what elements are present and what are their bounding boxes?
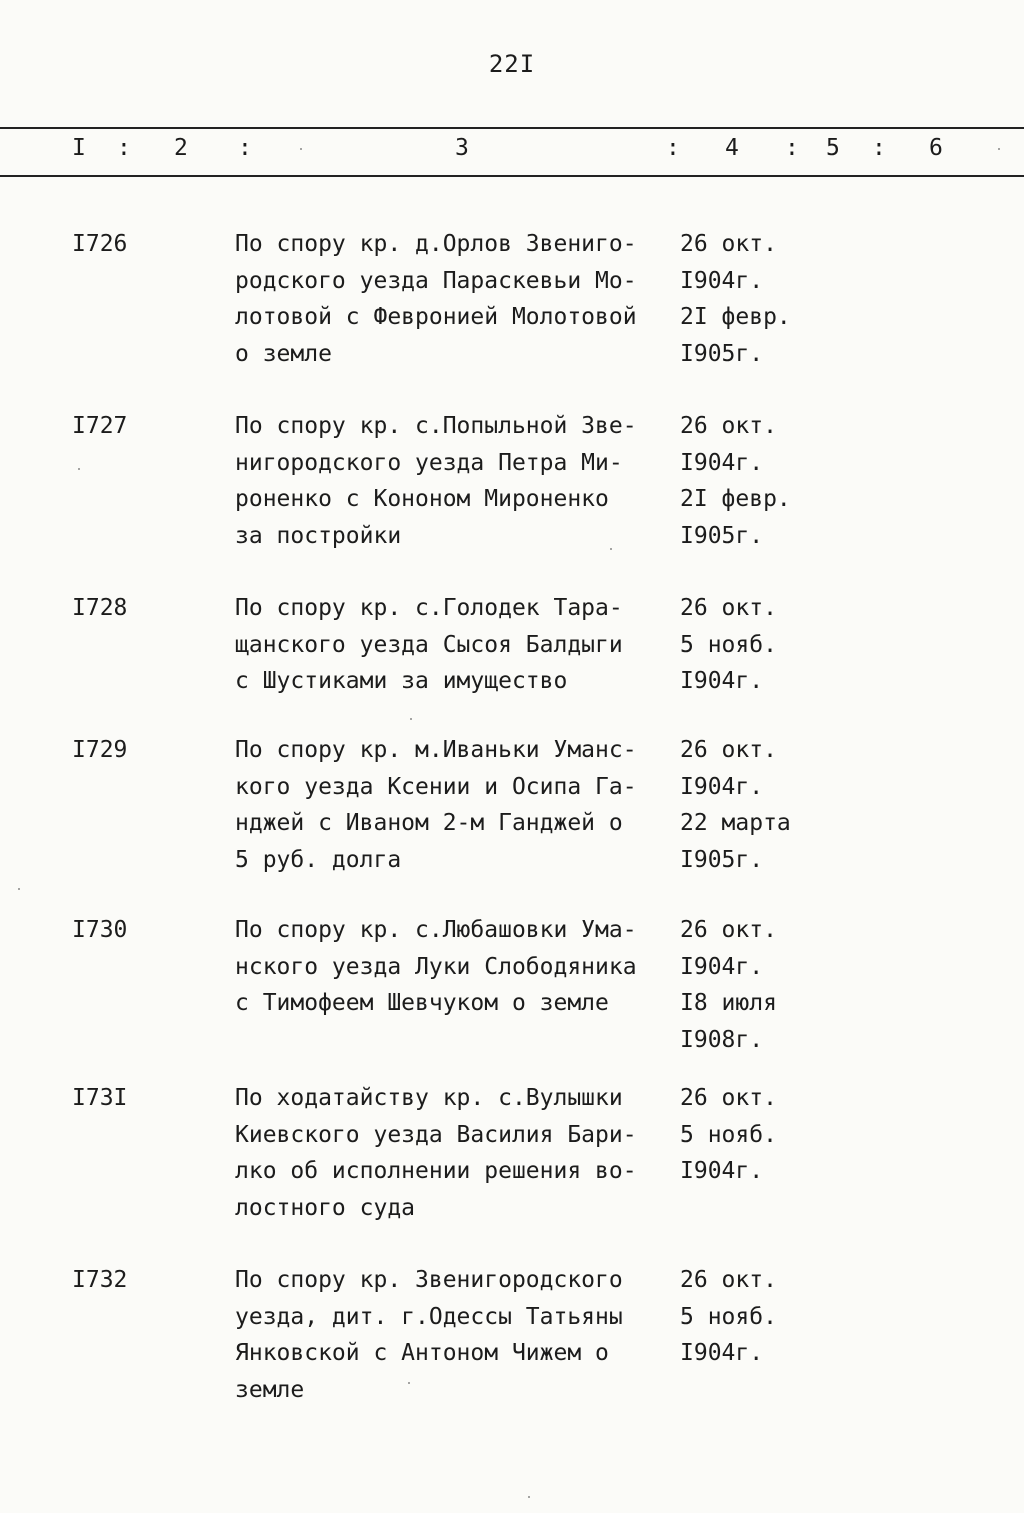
entry-dates bbox=[680, 1080, 820, 1190]
description-line: По спору кр. с.Любашовки Ума- bbox=[235, 917, 637, 943]
date-line: I905г. bbox=[680, 340, 764, 367]
entry-dates bbox=[680, 1262, 820, 1372]
column-separator: : bbox=[117, 135, 131, 161]
description-line: По спору кр. с.Попыльной Зве- bbox=[235, 413, 637, 439]
scan-speck bbox=[78, 468, 80, 470]
column-header-3: 3 bbox=[455, 135, 469, 161]
entry-dates bbox=[680, 912, 820, 1058]
date-line: 26 окт. bbox=[680, 231, 777, 257]
description-line: с Шустиками за имущество bbox=[235, 668, 568, 694]
entry-description bbox=[235, 1080, 675, 1226]
date-line: I905г. bbox=[680, 846, 764, 873]
entry-number: I730 bbox=[72, 917, 128, 943]
entry-number: I726 bbox=[72, 231, 128, 257]
date-line: I904г. bbox=[680, 668, 764, 694]
description-line: 5 руб. долга bbox=[235, 846, 402, 873]
header-rule-top bbox=[0, 127, 1024, 129]
scan-speck bbox=[18, 888, 20, 890]
date-line: I904г. bbox=[680, 1340, 764, 1366]
description-line: лостного суда bbox=[235, 1194, 416, 1221]
entry-dates bbox=[680, 408, 820, 554]
entry-description bbox=[235, 408, 675, 554]
column-separator: : bbox=[785, 135, 799, 161]
date-line: 26 окт. bbox=[680, 595, 777, 621]
description-line: с Тимофеем Шевчуком о земле bbox=[235, 990, 609, 1016]
description-line: нджей с Иваном 2-м Ганджей о bbox=[235, 810, 623, 836]
date-line: I905г. bbox=[680, 522, 764, 549]
description-line: По спору кр. д.Орлов Звениго- bbox=[235, 231, 637, 257]
scan-speck bbox=[528, 1496, 530, 1498]
entry-description bbox=[235, 590, 675, 700]
description-line: По спору кр. Звенигородского bbox=[235, 1267, 623, 1293]
date-line: I904г. bbox=[680, 1158, 764, 1184]
column-separator: : bbox=[238, 135, 252, 161]
scan-speck bbox=[410, 718, 412, 720]
description-line: кого уезда Ксении и Осипа Га- bbox=[235, 773, 637, 800]
column-header-5: 5 bbox=[826, 135, 840, 161]
description-line: Киевского уезда Василия Бари- bbox=[235, 1121, 637, 1148]
date-line: I904г. bbox=[680, 773, 764, 800]
date-line: 5 нояб. bbox=[680, 1121, 777, 1148]
column-header-4: 4 bbox=[725, 135, 739, 161]
description-line: Янковской с Антоном Чижем о bbox=[235, 1340, 609, 1366]
column-separator: : bbox=[872, 135, 886, 161]
entry-description bbox=[235, 226, 675, 372]
entry-number: I729 bbox=[72, 737, 128, 763]
date-line: 2I февр. bbox=[680, 486, 791, 512]
description-line: уезда, дит. г.Одессы Татьяны bbox=[235, 1303, 623, 1330]
description-line: лко об исполнении решения во- bbox=[235, 1158, 637, 1184]
column-header-2: 2 bbox=[174, 135, 188, 161]
date-line: I904г. bbox=[680, 449, 764, 476]
date-line: 2I февр. bbox=[680, 304, 791, 330]
description-line: нского уезда Луки Слободяника bbox=[235, 953, 637, 980]
description-line: нигородского уезда Петра Ми- bbox=[235, 449, 623, 476]
description-line: По спору кр. м.Иваньки Уманс- bbox=[235, 737, 637, 763]
description-line: лотовой с Февронией Молотовой bbox=[235, 304, 637, 330]
entry-description bbox=[235, 1262, 675, 1408]
entry-number: I728 bbox=[72, 595, 128, 621]
entry-description bbox=[235, 912, 675, 1022]
description-line: за постройки bbox=[235, 522, 402, 549]
entry-number: I727 bbox=[72, 413, 128, 439]
description-line: роненко с Кононом Мироненко bbox=[235, 486, 609, 512]
date-line: 5 нояб. bbox=[680, 631, 777, 658]
column-separator: : bbox=[666, 135, 680, 161]
entry-dates bbox=[680, 732, 820, 878]
date-line: I904г. bbox=[680, 953, 764, 980]
date-line: 26 окт. bbox=[680, 917, 777, 943]
date-line: 26 окт. bbox=[680, 1085, 777, 1111]
description-line: о земле bbox=[235, 340, 332, 367]
column-header-6: 6 bbox=[929, 135, 943, 161]
scan-speck bbox=[610, 548, 612, 550]
date-line: 26 окт. bbox=[680, 413, 777, 439]
scan-speck bbox=[408, 1382, 410, 1384]
entry-number: I73I bbox=[72, 1085, 128, 1111]
date-line: I904г. bbox=[680, 267, 764, 294]
entry-description bbox=[235, 732, 675, 878]
date-line: I8 июля bbox=[680, 990, 777, 1016]
column-header-1: I bbox=[72, 135, 86, 161]
page-number: 22I bbox=[488, 50, 536, 78]
scan-speck bbox=[998, 148, 1000, 150]
date-line: I908г. bbox=[680, 1026, 764, 1053]
description-line: По ходатайству кр. с.Вулышки bbox=[235, 1085, 623, 1111]
entry-number: I732 bbox=[72, 1267, 128, 1293]
description-line: щанского уезда Сысоя Балдыги bbox=[235, 631, 623, 658]
date-line: 22 марта bbox=[680, 810, 791, 836]
entry-dates bbox=[680, 226, 820, 372]
column-header-row bbox=[0, 133, 1024, 167]
date-line: 26 окт. bbox=[680, 737, 777, 763]
date-line: 5 нояб. bbox=[680, 1303, 777, 1330]
header-rule-bottom bbox=[0, 175, 1024, 177]
scan-speck bbox=[300, 148, 302, 150]
date-line: 26 окт. bbox=[680, 1267, 777, 1293]
description-line: По спору кр. с.Голодек Тара- bbox=[235, 595, 623, 621]
entry-dates bbox=[680, 590, 820, 700]
description-line: земле bbox=[235, 1376, 305, 1403]
description-line: родского уезда Параскевьи Мо- bbox=[235, 267, 637, 294]
